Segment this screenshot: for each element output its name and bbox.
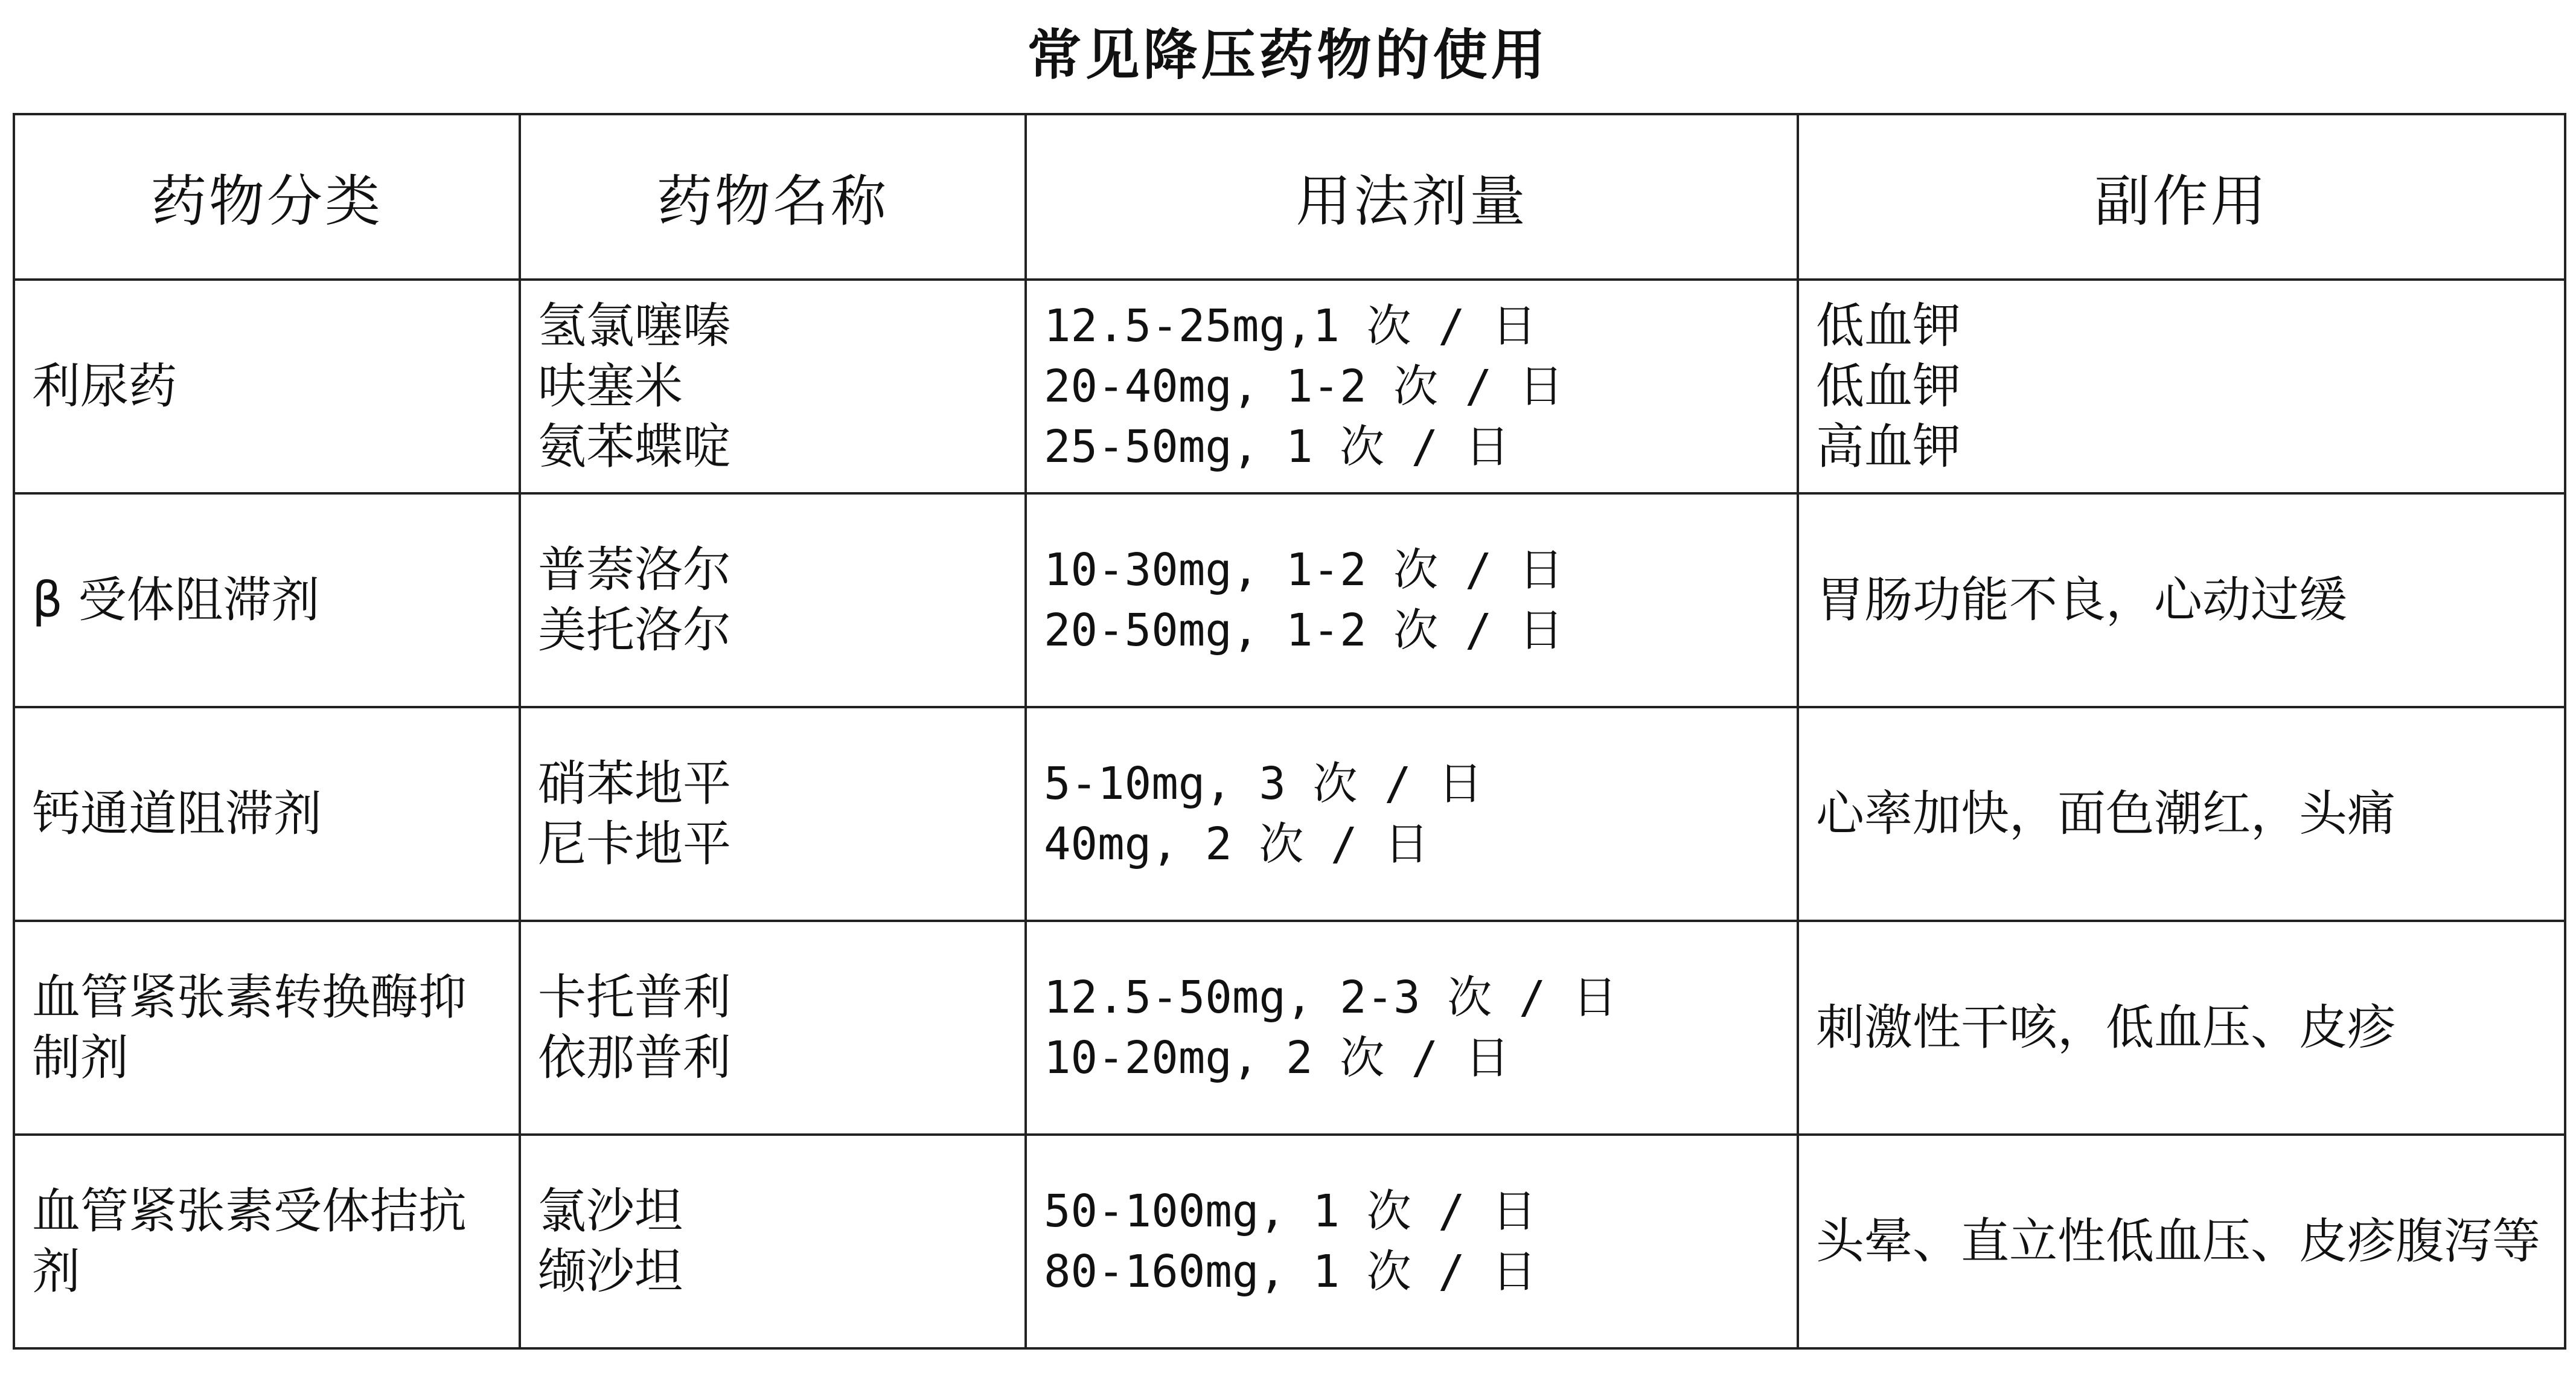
page-title: 常见降压药物的使用	[1027, 24, 1549, 87]
table-header-row	[14, 114, 2565, 280]
drug-name: 硝苯地平	[538, 755, 731, 812]
header-dosage: 用法剂量	[1026, 114, 1798, 280]
side-effect: 高血钾	[1816, 418, 1961, 475]
side-effect: 刺激性干咳，低血压、皮疹	[1816, 999, 2395, 1056]
dosage-cell	[1026, 493, 1798, 707]
dosage-line: 12.5-25mg,1 次 / 日	[1044, 300, 1537, 352]
drug-name: 美托洛尔	[538, 602, 731, 658]
dosage-line: 12.5-50mg, 2-3 次 / 日	[1044, 972, 1617, 1024]
category-cell	[14, 707, 520, 921]
dosage-line: 10-30mg, 1-2 次 / 日	[1044, 544, 1564, 596]
table-row	[14, 707, 2565, 921]
dosage-line: 80-160mg, 1 次 / 日	[1044, 1246, 1537, 1298]
dosage-cell	[1026, 280, 1798, 493]
category-label: 血管紧张素受体拮抗剂	[32, 1183, 467, 1299]
header-drug-name: 药物名称	[520, 114, 1026, 280]
category-cell	[14, 280, 520, 493]
dosage-cell	[1026, 921, 1798, 1135]
side-effects-cell	[1798, 707, 2565, 921]
dosage-line: 5-10mg, 3 次 / 日	[1044, 758, 1483, 810]
side-effects-cell	[1798, 493, 2565, 707]
category-label: 钙通道阻滞剂	[32, 786, 322, 842]
category-label: β 受体阻滞剂	[32, 572, 320, 628]
drug-names-cell	[520, 280, 1026, 493]
dosage-line: 20-50mg, 1-2 次 / 日	[1044, 604, 1564, 656]
drug-name: 依那普利	[538, 1030, 731, 1086]
drug-names-cell	[520, 707, 1026, 921]
dosage-line: 40mg, 2 次 / 日	[1044, 818, 1430, 870]
dosage-cell	[1026, 1135, 1798, 1348]
dosage-line: 50-100mg, 1 次 / 日	[1044, 1185, 1537, 1237]
drug-table	[13, 113, 2566, 1350]
dosage-line: 25-50mg, 1 次 / 日	[1044, 421, 1510, 473]
side-effects-cell	[1798, 921, 2565, 1135]
table-row	[14, 921, 2565, 1135]
drug-names-cell	[520, 1135, 1026, 1348]
side-effect: 低血钾	[1816, 358, 1961, 414]
drug-name: 氯沙坦	[538, 1183, 683, 1239]
category-label: 血管紧张素转换酶抑制剂	[32, 969, 467, 1086]
side-effect: 胃肠功能不良，心动过缓	[1816, 572, 2347, 628]
drug-name: 氨苯蝶啶	[538, 418, 731, 475]
table-row	[14, 280, 2565, 493]
category-label: 利尿药	[32, 358, 177, 414]
drug-name: 缬沙坦	[538, 1243, 683, 1299]
drug-name: 氢氯噻嗪	[538, 298, 731, 354]
drug-name: 普萘洛尔	[538, 542, 731, 598]
category-cell	[14, 493, 520, 707]
side-effects-cell	[1798, 1135, 2565, 1348]
side-effect: 头晕、直立性低血压、皮疹腹泻等	[1816, 1213, 2540, 1269]
header-side-effects: 副作用	[1798, 114, 2565, 280]
drug-name: 尼卡地平	[538, 816, 731, 872]
header-category: 药物分类	[14, 114, 520, 280]
dosage-line: 10-20mg, 2 次 / 日	[1044, 1032, 1510, 1084]
side-effect: 低血钾	[1816, 298, 1961, 354]
drug-names-cell	[520, 493, 1026, 707]
side-effects-cell	[1798, 280, 2565, 493]
category-cell	[14, 1135, 520, 1348]
side-effect: 心率加快，面色潮红，头痛	[1816, 786, 2395, 842]
drug-name: 卡托普利	[538, 969, 731, 1025]
category-cell	[14, 921, 520, 1135]
drug-name: 呋塞米	[538, 358, 683, 414]
dosage-cell	[1026, 707, 1798, 921]
drug-names-cell	[520, 921, 1026, 1135]
dosage-line: 20-40mg, 1-2 次 / 日	[1044, 360, 1564, 412]
table-row	[14, 1135, 2565, 1348]
table-row	[14, 493, 2565, 707]
